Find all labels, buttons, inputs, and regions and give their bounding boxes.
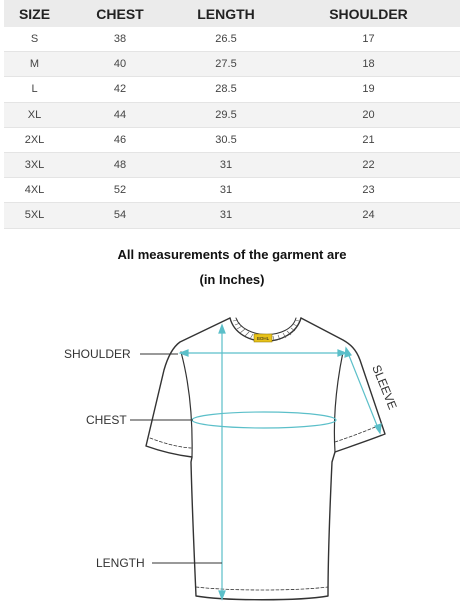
right-sleeve-seam: [334, 352, 343, 452]
cell-size: S: [4, 27, 65, 52]
cell-shoulder: 21: [277, 127, 460, 152]
sleeve-label: SLEEVE: [369, 362, 400, 412]
header-size: SIZE: [4, 0, 65, 27]
header-chest: CHEST: [65, 0, 175, 27]
cell-length: 27.5: [175, 52, 277, 77]
length-label: LENGTH: [96, 556, 145, 570]
cell-size: 5XL: [4, 203, 65, 228]
length-arrow-top: [219, 325, 225, 333]
cell-shoulder: 20: [277, 102, 460, 127]
cell-size: L: [4, 77, 65, 102]
chest-label: CHEST: [86, 413, 127, 427]
cell-shoulder: 22: [277, 152, 460, 177]
length-arrow-bottom: [219, 591, 225, 599]
cell-shoulder: 24: [277, 203, 460, 228]
right-cuff-stitch: [335, 425, 380, 442]
cell-chest: 38: [65, 27, 175, 52]
cell-chest: 44: [65, 102, 175, 127]
cell-length: 28.5: [175, 77, 277, 102]
sleeve-measure-line: [348, 353, 378, 428]
left-cuff-stitch: [150, 438, 191, 448]
cell-shoulder: 23: [277, 178, 460, 203]
cell-size: XL: [4, 102, 65, 127]
cell-length: 31: [175, 152, 277, 177]
chest-measure-ellipse: [192, 412, 336, 428]
collar-inner: [236, 318, 296, 335]
cell-shoulder: 19: [277, 77, 460, 102]
tshirt-outline: [146, 318, 385, 600]
cell-chest: 48: [65, 152, 175, 177]
cell-length: 31: [175, 203, 277, 228]
sleeve-arrow-top: [345, 348, 351, 357]
cell-length: 30.5: [175, 127, 277, 152]
cell-chest: 42: [65, 77, 175, 102]
header-length: LENGTH: [175, 0, 277, 27]
brand-tag-text: BOHL: [256, 336, 270, 341]
cell-size: 4XL: [4, 178, 65, 203]
left-sleeve-seam: [181, 352, 192, 457]
cell-size: 2XL: [4, 127, 65, 152]
cell-chest: 54: [65, 203, 175, 228]
cell-length: 29.5: [175, 102, 277, 127]
measurement-note: All measurements of the garment are: [117, 247, 347, 262]
hem-stitch: [196, 587, 328, 590]
cell-chest: 40: [65, 52, 175, 77]
cell-chest: 46: [65, 127, 175, 152]
cell-length: 31: [175, 178, 277, 203]
cell-shoulder: 18: [277, 52, 460, 77]
cell-length: 26.5: [175, 27, 277, 52]
cell-shoulder: 17: [277, 27, 460, 52]
cell-chest: 52: [65, 178, 175, 203]
shoulder-label: SHOULDER: [64, 347, 131, 361]
cell-size: M: [4, 52, 65, 77]
measurement-unit-note: (in Inches): [199, 272, 265, 287]
header-shoulder: SHOULDER: [277, 0, 460, 27]
cell-size: 3XL: [4, 152, 65, 177]
sleeve-arrow-bottom: [375, 424, 381, 433]
